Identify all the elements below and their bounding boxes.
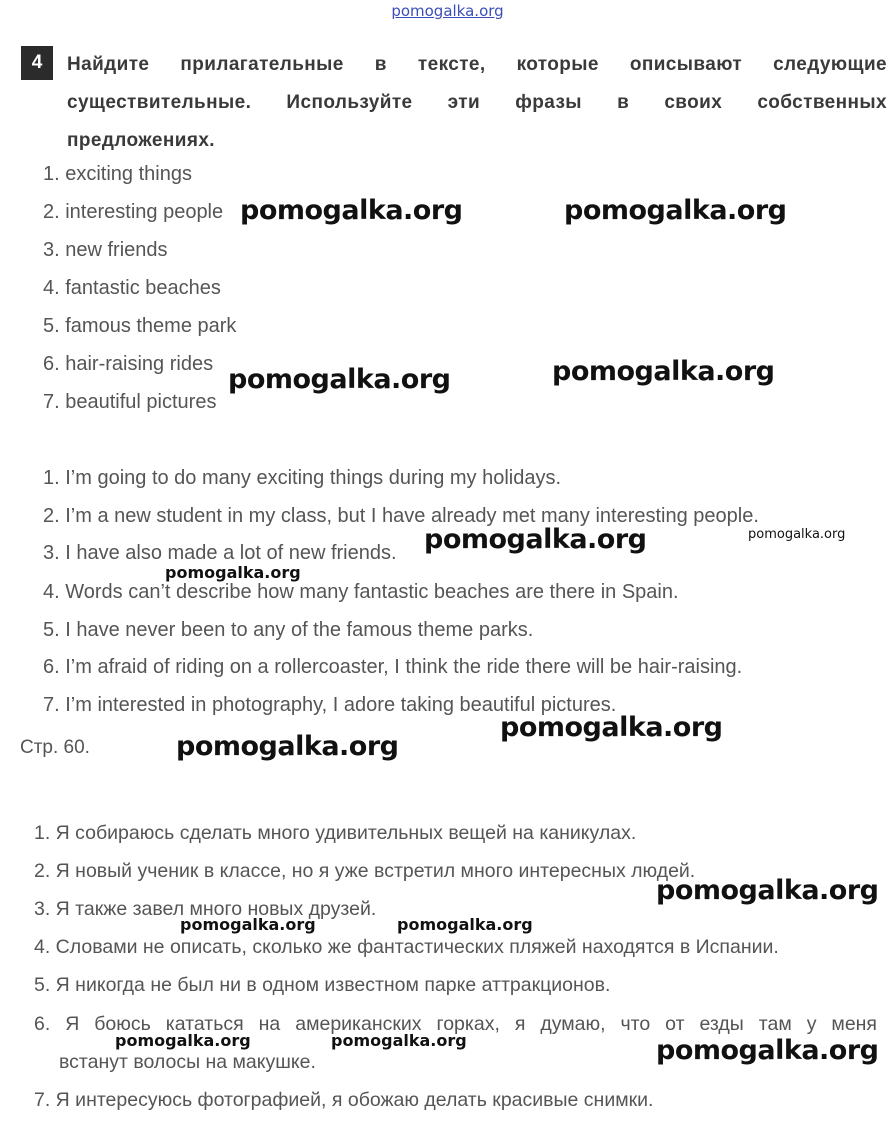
task-instruction (67, 46, 887, 160)
watermark: pomogalka.org (500, 712, 723, 743)
sentence-ru: 7. Я интересуюсь фотографией, я обожаю делать красивые снимки. (34, 1089, 654, 1111)
sentence-ru: 6. Я боюсь кататься на американских горках, я думаю, что от езды там у меня (34, 1013, 877, 1035)
task-number-badge: 4 (21, 46, 53, 80)
sentence-en: 1. I’m going to do many exciting things during my holidays. (43, 467, 562, 489)
phrase-item: 7. beautiful pictures (43, 391, 217, 413)
watermark: pomogalka.org (240, 195, 463, 226)
sentence-ru: 3. Я также завел много новых друзей. (34, 898, 377, 920)
phrase-item: 3. new friends (43, 239, 168, 261)
sentence-en: 5. I have never been to any of the famous theme parks. (43, 619, 534, 641)
sentence-ru-continuation: встанут волосы на макушке. (59, 1051, 316, 1073)
watermark: pomogalka.org (115, 1031, 251, 1050)
watermark: pomogalka.org (228, 364, 451, 395)
watermark: pomogalka.org (331, 1031, 467, 1050)
watermark: pomogalka.org (564, 195, 787, 226)
task-line-2: существительные. Используйте эти фразы в своих собственных (67, 92, 887, 113)
sentence-en: 7. I’m interested in photography, I adore taking beautiful pictures. (43, 694, 617, 716)
phrase-item: 2. interesting people (43, 201, 224, 223)
site-header-link[interactable]: pomogalka.org (391, 2, 504, 20)
watermark: pomogalka.org (656, 875, 879, 906)
page-reference: Стр. 60. (20, 737, 90, 758)
watermark: pomogalka.org (552, 356, 775, 387)
sentence-ru: 5. Я никогда не был ни в одном известном парке аттракционов. (34, 974, 611, 996)
task-line-3: предложениях. (67, 130, 215, 151)
task-line-1: Найдите прилагательные в тексте, которые описывают следующие (67, 54, 887, 75)
sentence-en: 6. I’m afraid of riding on a rollercoaster, I think the ride there will be hair-raising. (43, 656, 743, 678)
sentence-en: 4. Words can’t describe how many fantastic beaches are there in Spain. (43, 581, 679, 603)
watermark: pomogalka.org (397, 915, 533, 934)
sentence-ru: 1. Я собираюсь сделать много удивительных вещей на каникулах. (34, 822, 637, 844)
watermark: pomogalka.org (424, 524, 647, 555)
watermark: pomogalka.org (180, 915, 316, 934)
sentence-en: 2. I’m a new student in my class, but I have already met many interesting people. (43, 505, 759, 527)
watermark: pomogalka.org (165, 563, 301, 582)
watermark: pomogalka.org (176, 731, 399, 762)
phrase-item: 5. famous theme park (43, 315, 237, 337)
phrase-item: 4. fantastic beaches (43, 277, 221, 299)
watermark: pomogalka.org (656, 1035, 879, 1066)
watermark: pomogalka.org (748, 527, 846, 542)
phrase-item: 6. hair-raising rides (43, 353, 214, 375)
sentence-ru: 4. Словами не описать, сколько же фантастических пляжей находятся в Испании. (34, 936, 779, 958)
sentence-ru: 2. Я новый ученик в классе, но я уже встретил много интересных людей. (34, 860, 696, 882)
sentence-en: 3. I have also made a lot of new friends. (43, 542, 397, 564)
phrase-item: 1. exciting things (43, 163, 192, 185)
